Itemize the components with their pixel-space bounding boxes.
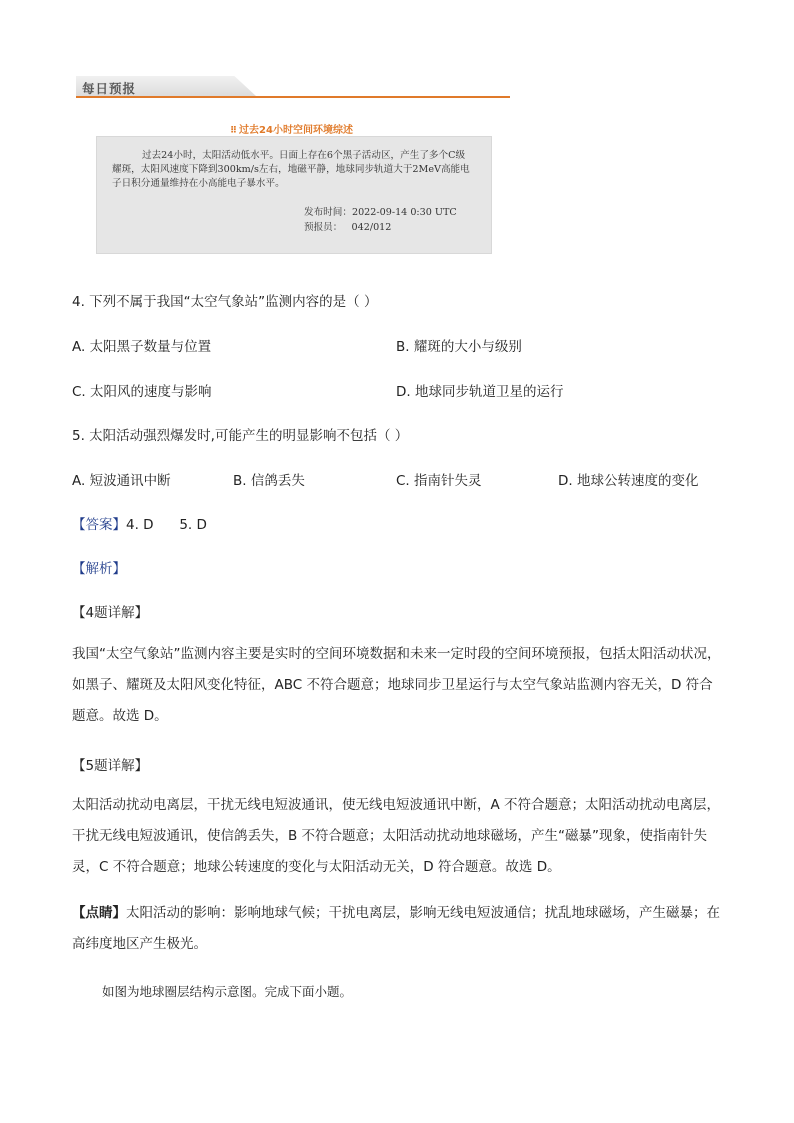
- question-5-option-b: B. 信鸽丢失: [233, 473, 305, 489]
- answer-line: [72, 513, 207, 533]
- tip-text: 太阳活动的影响：影响地球气候；干扰电离层，影响无线电短波通信；扰乱地球磁场，产生磁暴；在高纬度地区产生极光。: [72, 905, 720, 952]
- report-tab-title: 每日预报: [82, 81, 137, 96]
- question-4-option-a: A. 太阳黑子数量与位置: [72, 339, 212, 355]
- forecaster: 预报员： 042/012: [304, 222, 392, 233]
- question-4-option-d: D. 地球同步轨道卫星的运行: [396, 384, 564, 400]
- question-5-option-a: A. 短波通讯中断: [72, 473, 171, 489]
- answer-tag: 【答案】: [72, 517, 126, 533]
- question-5-stem: 5. 太阳活动强烈爆发时,可能产生的明显影响不包括（ ）: [72, 428, 409, 444]
- grid-dots-icon: ⠿: [230, 126, 238, 136]
- next-question-intro: 如图为地球圈层结构示意图。完成下面小题。: [102, 984, 353, 999]
- report-divider: [76, 96, 510, 98]
- analysis-tag: 【解析】: [72, 561, 126, 577]
- question-5-option-d: D. 地球公转速度的变化: [558, 473, 699, 489]
- tip-paragraph: [72, 898, 722, 960]
- detail-5-tag: 【5题详解】: [72, 758, 149, 774]
- summary-heading-text: 过去24小时空间环境综述: [239, 125, 353, 136]
- detail-4-tag: 【4题详解】: [72, 605, 149, 621]
- question-4-option-c: C. 太阳风的速度与影响: [72, 384, 212, 400]
- question-4-stem: 4. 下列不属于我国“太空气象站”监测内容的是（ ）: [72, 294, 378, 310]
- detail-5-text: 太阳活动扰动电离层，干扰无线电短波通讯，使无线电短波通讯中断，A 不符合题意；太阳活动扰动电离层，干扰无线电短波通讯，使信鸽丢失，B 不符合题意；太阳活动扰动地球磁场，产生“磁暴”现象，使指南针失灵，C 不符合题意；地球公转速度的变化与太阳活动无关，D 符合题意。故选 D。: [72, 797, 721, 875]
- question-4-option-b: B. 耀斑的大小与级别: [396, 339, 522, 355]
- summary-body: 过去24小时，太阳活动低水平。日面上存在6个黑子活动区，产生了多个C级耀斑，太阳风速度下降到300km/s左右，地磁平静，地球同步轨道大于2MeV高能电子日积分通量维持在小高能电子暴水平。: [112, 150, 470, 190]
- summary-heading: [230, 121, 353, 136]
- publish-time: 发布时间：2022-09-14 0:30 UTC: [304, 207, 457, 218]
- question-5-option-c: C. 指南针失灵: [396, 473, 482, 489]
- tip-tag: 【点睛】: [72, 905, 126, 921]
- answer-text: 4. D 5. D: [126, 517, 207, 533]
- detail-4-text: 我国“太空气象站”监测内容主要是实时的空间环境数据和未来一定时段的空间环境预报，包括太阳活动状况，如黑子、耀斑及太阳风变化特征，ABC 不符合题意；地球同步卫星运行与太空气象站监测内容无关，D 符合题意。故选 D。: [72, 646, 721, 724]
